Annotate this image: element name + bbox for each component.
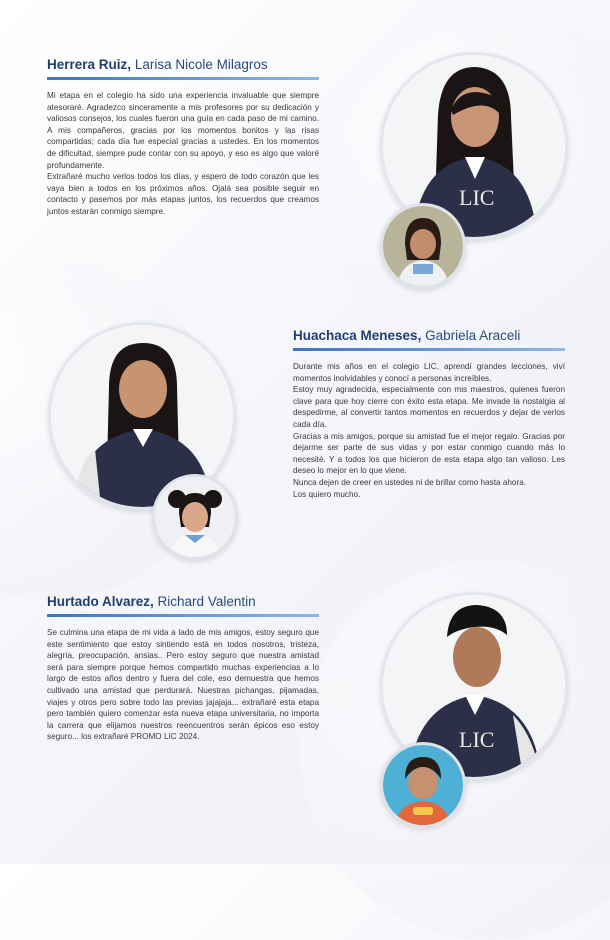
name-underline — [47, 614, 319, 617]
student-surname: Hurtado Alvarez, — [47, 594, 154, 609]
student-message — [47, 627, 319, 743]
child-portrait-photo — [380, 203, 466, 289]
student-name — [293, 328, 565, 343]
message-paragraph: Gracias a mis amigos, porque su amistad fue el mejor regalo. Gracias por dejarme ser parte de sus vidas y por estar conmigo cuando más lo necesité. Y a todos los que hicieron de esta etapa algo tan valioso. Les deseo lo mejor en lo que viene. — [293, 431, 565, 476]
message-paragraph: Durante mis años en el colegio LIC, aprendí grandes lecciones, viví momentos inolvidables y conocí a personas increíbles. — [293, 362, 565, 383]
child-portrait-photo — [380, 742, 466, 828]
jacket-letters: LIC — [459, 727, 495, 752]
student-section-hurtado — [47, 594, 319, 743]
student-section-huachaca — [293, 328, 565, 500]
message-paragraph: Se culmina una etapa de mi vida a lado de mis amigos, estoy seguro que este sentimiento que estoy sintiendo está en todos nosotros, tristeza, alegría, preocupación, ansias.. Pero estoy seguro que nuestra amistad será para siempre porque hemos compartido muchas experiencias a lo largo de estos años dentro y fuera del cole, eso demuestra que hemos cultivado una amistad que perdurará. Nuestras pichangas, pijamadas, viajes y otros pero sobre todo las previas jajajaja... extrañaré esta etapa pero también quiero comenzar esta nueva etapa universitaria, no importa la carrera que elijamos nuestros reencuentros serán épicos eso estoy seguro... los extrañaré PROMO LIC 2024. — [47, 628, 319, 742]
student-given-name: Larisa Nicole Milagros — [134, 57, 268, 72]
message-paragraph: Los quiero mucho. — [293, 489, 361, 499]
name-underline — [293, 348, 565, 351]
student-given-name: Gabriela Araceli — [425, 328, 521, 343]
jacket-letters: LIC — [459, 185, 495, 210]
student-given-name: Richard Valentin — [157, 594, 256, 609]
name-underline — [47, 77, 319, 80]
student-name — [47, 594, 319, 609]
message-paragraph: Nunca dejen de creer en ustedes ni de brillar como hasta ahora. — [293, 477, 527, 487]
student-message — [47, 90, 319, 218]
message-paragraph: Extrañaré mucho verlos todos los días, y espero de todo corazón que les vaya bien a todos en los próximos años. Ojalá sea posible seguir en contacto y pasemos por más etapas juntos, los recuerdos que creamos juntos estarán conmigo siempre. — [47, 172, 319, 216]
student-section-herrera — [47, 57, 319, 218]
student-surname: Herrera Ruiz, — [47, 57, 132, 72]
child-portrait-photo — [152, 474, 238, 560]
student-message — [293, 361, 565, 500]
message-paragraph: Mi etapa en el colegio ha sido una experiencia invaluable que siempre atesoraré. Agradezco sinceramente a mis profesores por su dedicación y valiosos consejos, los cuales fueron una guía en cada paso de mi camino. A mis compañeros, gracias por los momentos bonitos y las risas compartidas; cada día fue especial gracias a ustedes. En los momentos de dificultad, siempre pude contar con su apoyo, y eso es algo que valoré profundamente. — [47, 91, 319, 170]
student-surname: Huachaca Meneses, — [293, 328, 422, 343]
message-paragraph: Estoy muy agradecida, especialmente con mis maestros, quienes fueron clave para que hoy cierre con éxito esta etapa. Me invade la nostalgia al despedirme, al convertir tantos momentos en recuerdos y dejar de verlos cada día. — [293, 385, 565, 429]
student-name — [47, 57, 319, 72]
